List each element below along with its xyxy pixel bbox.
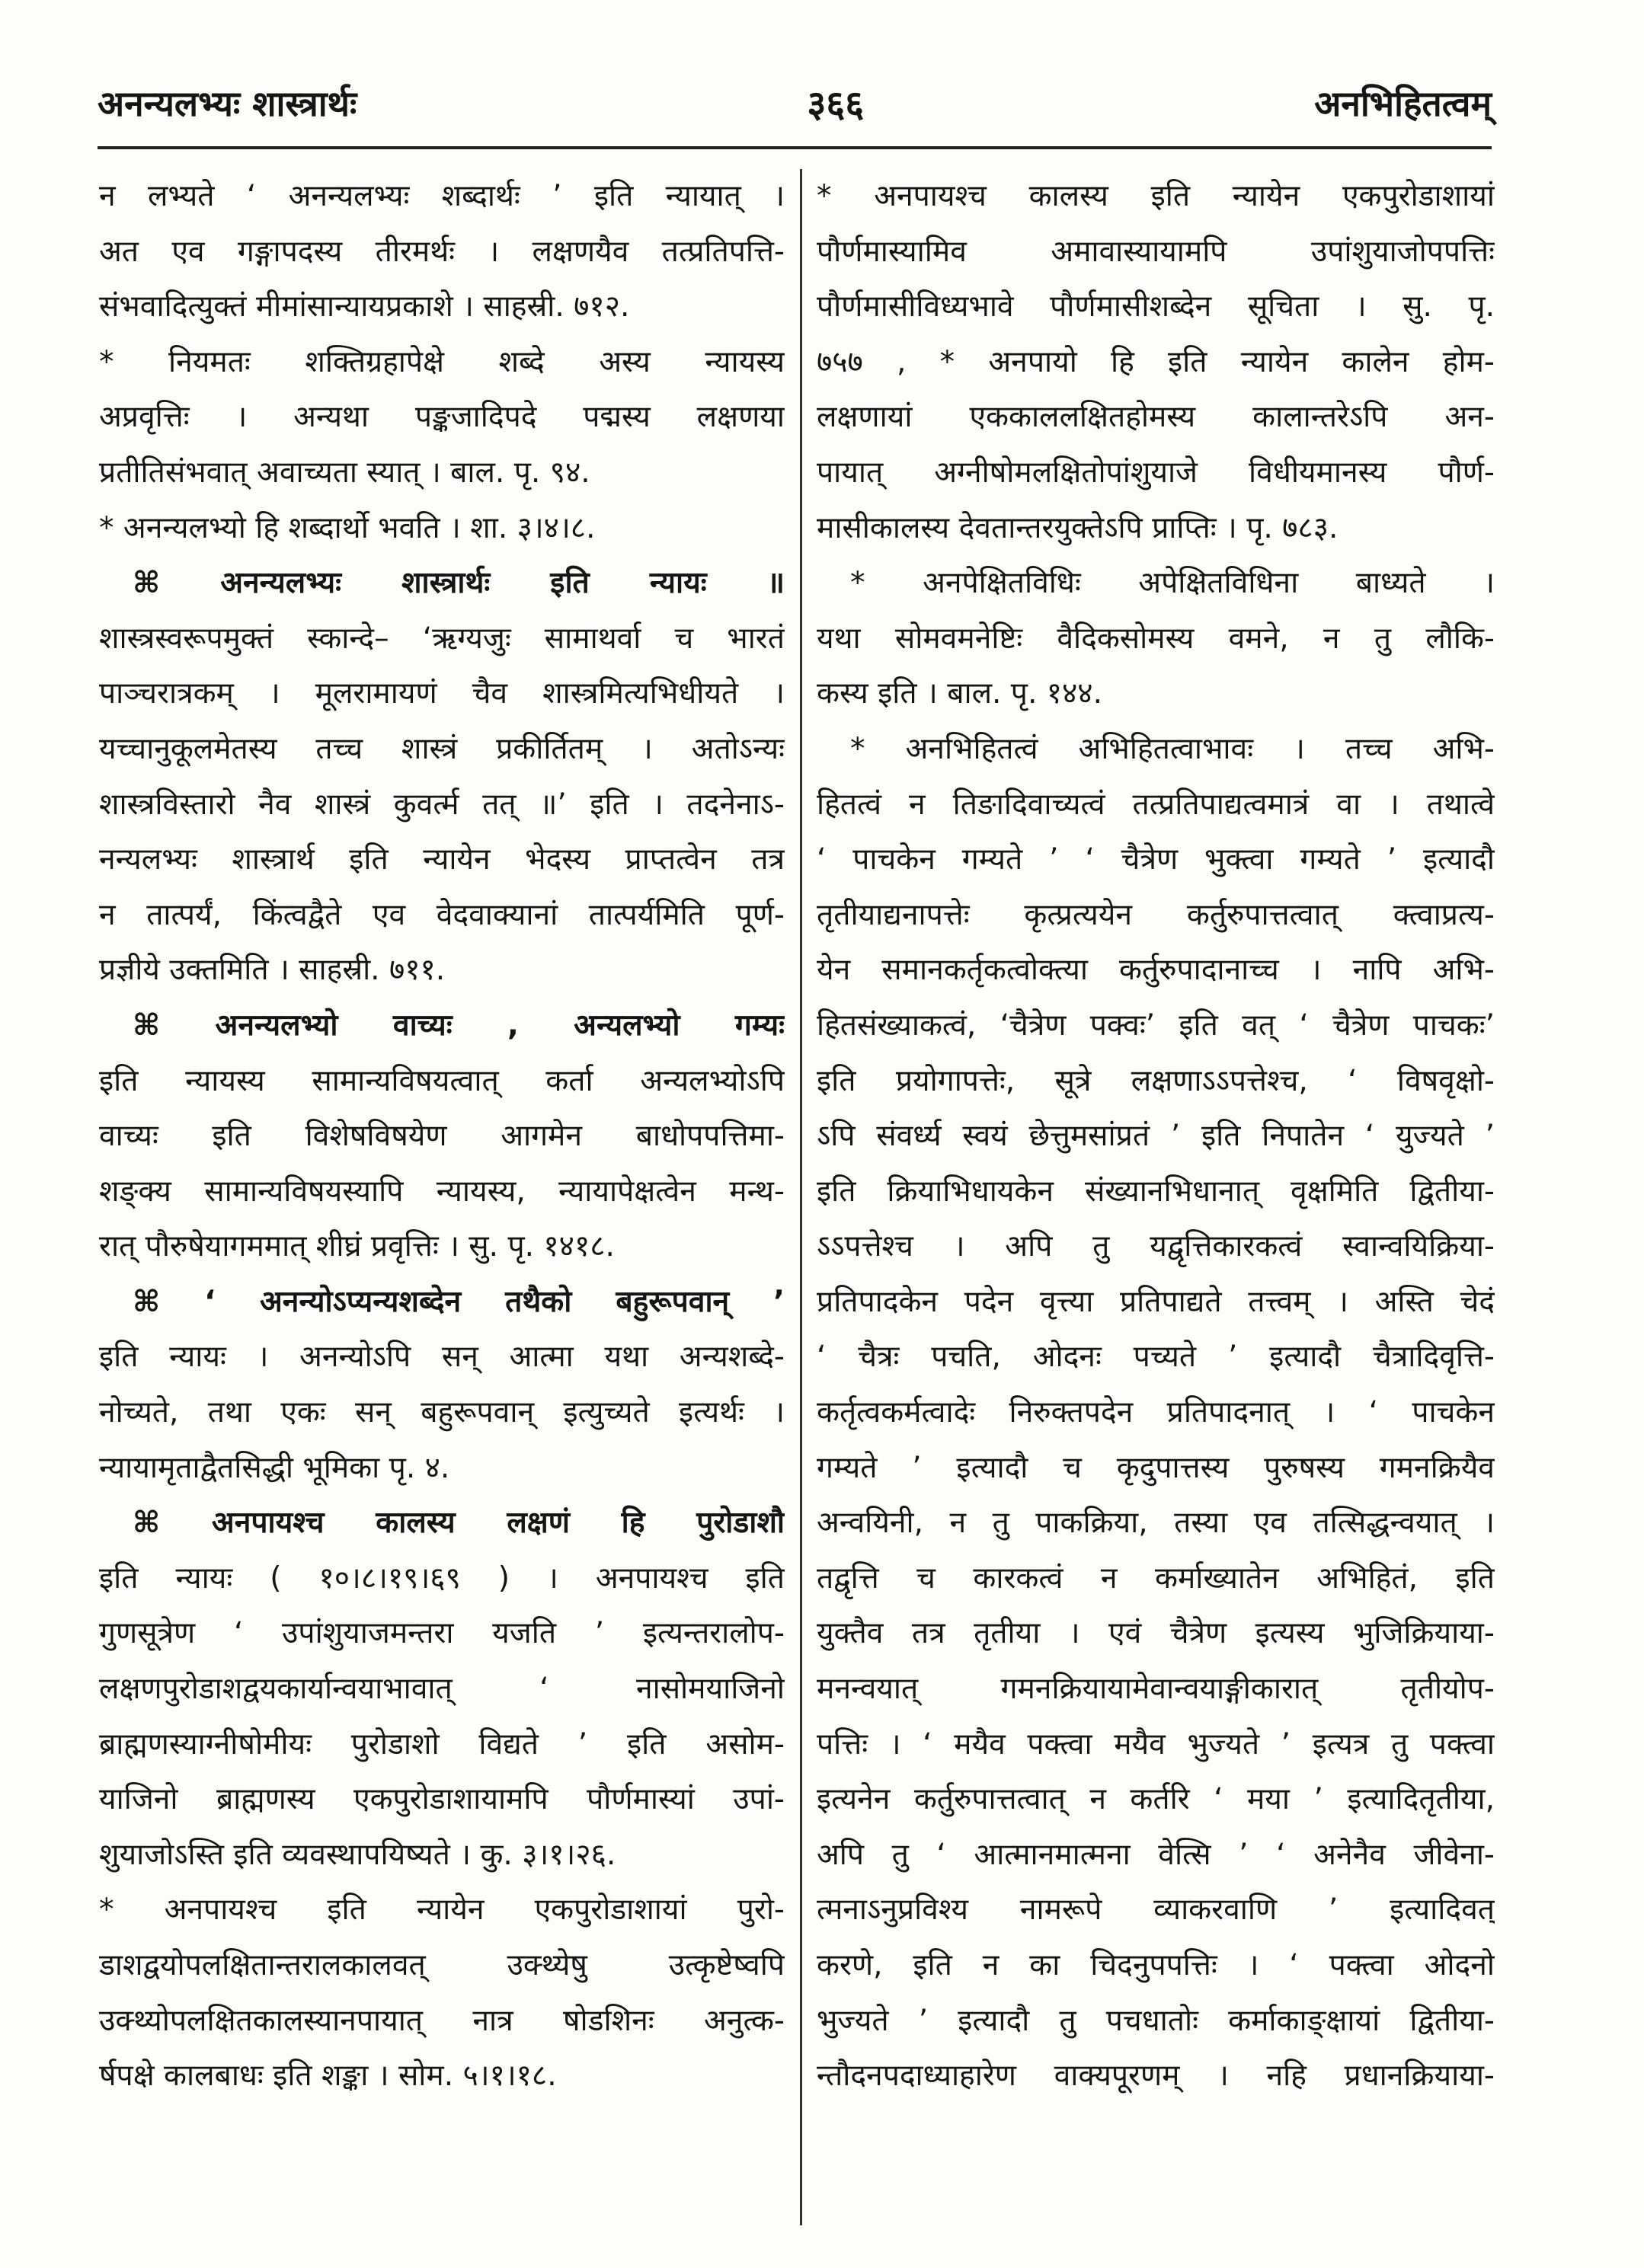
text-line: ऽऽपत्तेश्च । अपि तु यद्वृत्तिकारकत्वं स्वान्वयिक्रिया- [817,1229,1495,1264]
text-line: न्यायामृताद्वैतसिद्धी भूमिका पृ. ४. [99,1450,450,1485]
text-line: ७५७ , * अनपायो हि इति न्यायेन कालेन होम- [817,344,1495,379]
text-line: शङ्क्य सामान्यविषयस्यापि न्यायस्य, न्यायापेक्षत्वेन मन्थ- [99,1174,785,1209]
text-line: इति प्रयोगापत्तेः, सूत्रे लक्षणाऽऽपत्तेश्च, ‘ विषवृक्षो- [817,1063,1495,1098]
text-line: कस्य इति । बाल. पृ. १४४. [817,676,1102,711]
text-line: रात् पौरुषेयागममात् शीघ्रं प्रवृत्तिः । सु. पृ. १४१८. [99,1229,615,1264]
text-line: लक्षणायां एककाललक्षितहोमस्य कालान्तरेऽपि अन- [817,400,1495,435]
text-line: * अनन्यलभ्यो हि शब्दार्थो भवति । शा. ३।४।८. [99,510,596,545]
text-line: वाच्यः इति विशेषविषयेण आगमेन बाधोपपत्तिमा- [99,1119,785,1154]
text-line: नोच्यते, तथा एकः सन् बहुरूपवान् इत्युच्यते इत्यर्थः । [99,1395,785,1430]
header-rule [98,146,1492,149]
text-line: इत्यनेन कर्तुरुपात्तत्वात् न कर्तरि ‘ मया ’ इत्यादितृतीया, [817,1782,1495,1817]
text-line: प्रतिपादकेन पदेन वृत्त्या प्रतिपाद्यते तत्त्वम् । अस्ति चेदं [817,1284,1495,1319]
header-left-title: अनन्यलभ्यः शास्त्रार्थः [98,83,357,124]
text-line: पौर्णमासीविध्यभावे पौर्णमासीशब्देन सूचिता । सु. पृ. [817,289,1495,324]
text-line: ⌘ अनपायश्च कालस्य लक्षणं हि पुरोडाशौ [133,1506,785,1541]
text-line: हितत्वं न तिङादिवाच्यत्वं तत्प्रतिपाद्यत्वमात्रं वा । तथात्वे [817,787,1495,822]
text-line: ⌘ अनन्यलभ्यो वाच्यः , अन्यलभ्यो गम्यः [133,1008,785,1043]
text-line: याजिनो ब्राह्मणस्य एकपुरोडाशायामपि पौर्णमास्यां उपां- [99,1782,785,1817]
text-line: शास्त्रस्वरूपमुक्तं स्कान्दे– ‘ऋग्यजुः सामाथर्वा च भारतं [99,621,785,656]
text-line: उक्थ्योपलक्षितकालस्यानपायात् नात्र षोडशिनः अनुत्क- [99,2003,785,2038]
text-line: प्रतीतिसंभवात् अवाच्यता स्यात् । बाल. पृ. ९४. [99,455,590,490]
text-line: र्षपक्षे कालबाधः इति शङ्का । सोम. ५।१।१८. [99,2059,557,2094]
text-line: शास्त्रविस्तारो नैव शास्त्रं कुवर्त्म तत् ॥’ इति । तदनेनाऽ- [99,787,785,822]
text-line: नन्यलभ्यः शास्त्रार्थ इति न्यायेन भेदस्य प्राप्तत्वेन तत्र [99,842,785,877]
text-line: इति न्यायः ( १०।८।१९।६९ ) । अनपायश्च इति [99,1560,785,1596]
text-line: मनन्वयात् गमनक्रियायामेवान्वयाङ्गीकारात् तृतीयोप- [817,1672,1495,1707]
text-line: कर्तृत्वकर्मत्वादेः निरुक्तपदेन प्रतिपादनात् । ‘ पाचकेन [817,1395,1495,1430]
header-right-title: अनभिहितत्वम् [1314,83,1492,124]
text-line: ⌘ ‘ अनन्योऽप्यन्यशब्देन तथैको बहुरूपवान् ’ [133,1284,785,1319]
text-line: * अनपायश्च इति न्यायेन एकपुरोडाशायां पुरो- [99,1893,785,1928]
text-line: न तात्पर्यं, किंत्वद्वैते एव वेदवाक्यानां तात्पर्यमिति पूर्ण- [99,897,785,932]
text-line: तृतीयाद्यनापत्तेः कृत्प्रत्ययेन कर्तुरुपात्तत्वात् क्त्वाप्रत्य- [817,897,1495,932]
text-line: संभवादित्युक्तं मीमांसान्यायप्रकाशे । साहस्री. ७१२. [99,289,630,324]
text-line: करणे, इति न का चिदनुपपत्तिः । ‘ पक्त्वा ओदनो [817,1948,1495,1982]
text-line: अत एव गङ्गापदस्य तीरमर्थः । लक्षणयैव तत्प्रतिपत्ति- [99,234,785,269]
text-line: मासीकालस्य देवतान्तरयुक्तेऽपि प्राप्तिः । पृ. ७८३. [817,510,1339,545]
text-line: न लभ्यते ‘ अनन्यलभ्यः शब्दार्थः ’ इति न्यायात् । [99,179,785,213]
text-line: त्मनाऽनुप्रविश्य नामरूपे व्याकरवाणि ’ इत्यादिवत् [817,1893,1495,1928]
text-line: डाशद्वयोपलक्षितान्तरालकालवत् उक्थ्येषु उत्कृष्टेष्वपि [99,1948,785,1982]
text-line: न्तौदनपदाध्याहारेण वाक्यपूरणम् । नहि प्रधानक्रियाया- [817,2059,1495,2094]
text-line: ‘ चैत्रः पचति, ओदनः पच्यते ’ इत्यादौ चैत्रादिवृत्ति- [817,1340,1495,1375]
text-line: ऽपि संवर्ध्य स्वयं छेत्तुमसांप्रतं ’ इति निपातेन ‘ युज्यते ’ [817,1119,1495,1154]
right-column [817,169,1495,2225]
text-line: अप्रवृत्तिः । अन्यथा पङ्कजादिपदे पद्मस्य लक्षणया [99,400,785,435]
text-line: भुज्यते ’ इत्यादौ तु पचधातोः कर्माकाङ्क्षायां द्वितीया- [817,2003,1495,2038]
text-line: हितसंख्याकत्वं, ‘चैत्रेण पक्वः’ इति वत् ‘ चैत्रेण पाचकः’ [817,1008,1495,1043]
page-number: ३६६ [807,82,865,126]
text-line: पाञ्चरात्रकम् । मूलरामायणं चैव शास्त्रमित्यभिधीयते । [99,676,785,711]
text-line: ‘ पाचकेन गम्यते ’ ‘ चैत्रेण भुक्त्वा गम्यते ’ इत्यादौ [817,842,1495,877]
text-line: युक्तैव तत्र तृतीया । एवं चैत्रेण इत्यस्य भुजिक्रियाया- [817,1616,1495,1651]
text-line: * नियमतः शक्तिग्रहापेक्षे शब्दे अस्य न्यायस्य [99,344,785,379]
text-line: पत्तिः । ‘ मयैव पक्त्वा मयैव भुज्यते ’ इत्यत्र तु पक्त्वा [817,1727,1495,1762]
page-header [98,76,1492,129]
text-line: लक्षणपुरोडाशद्वयकार्यान्वयाभावात् ‘ नासोमयाजिनो [99,1672,785,1707]
text-line: * अनपेक्षितविधिः अपेक्षितविधिना बाध्यते । [850,566,1495,601]
text-line: पायात् अग्नीषोमलक्षितोपांशुयाजे विधीयमानस्य पौर्ण- [817,455,1495,490]
text-line: * अनपायश्च कालस्य इति न्यायेन एकपुरोडाशायां [817,179,1495,213]
text-line: यथा सोमवमनेष्टिः वैदिकसोमस्य वमने, न तु लौकि- [817,621,1495,656]
text-line: गम्यते ’ इत्यादौ च कृदुपात्तस्य पुरुषस्य गमनक्रियैव [817,1450,1495,1485]
text-line: पौर्णमास्यामिव अमावास्यायामपि उपांशुयाजोपपत्तिः [817,234,1495,269]
left-column [99,169,785,2225]
text-line: गुणसूत्रेण ‘ उपांशुयाजमन्तरा यजति ’ इत्यन्तरालोप- [99,1616,785,1651]
text-line: प्रज्ञीये उक्तमिति । साहस्री. ७११. [99,953,446,988]
text-line: इति न्यायस्य सामान्यविषयत्वात् कर्ता अन्यलभ्योऽपि [99,1063,785,1098]
text-line: * अनभिहितत्वं अभिहितत्वाभावः । तच्च अभि- [850,731,1495,766]
text-line: शुयाजोऽस्ति इति व्यवस्थापयिष्यते । कु. ३।१।२६. [99,1837,616,1872]
text-line: येन समानकर्तृकत्वोक्त्या कर्तुरुपादानाच्च । नापि अभि- [817,953,1495,988]
text-line: तद्वृत्ति च कारकत्वं न कर्माख्यातेन अभिहितं, इति [817,1560,1495,1596]
column-divider [800,169,802,2225]
text-line: अन्वयिनी, न तु पाकक्रिया, तस्या एव तत्सिद्धन्वयात् । [817,1506,1495,1541]
text-line: ⌘ अनन्यलभ्यः शास्त्रार्थः इति न्यायः ॥ [133,566,785,601]
text-line: इति क्रियाभिधायकेन संख्यानभिधानात् वृक्षमिति द्वितीया- [817,1174,1495,1209]
text-line: अपि तु ‘ आत्मानमात्मना वेत्सि ’ ‘ अनेनैव जीवेना- [817,1837,1495,1872]
text-line: इति न्यायः । अनन्योऽपि सन् आत्मा यथा अन्यशब्दे- [99,1340,785,1375]
text-line: यच्चानुकूलमेतस्य तच्च शास्त्रं प्रकीर्तितम् । अतोऽन्यः [99,731,785,766]
text-line: ब्राह्मणस्याग्नीषोमीयः पुरोडाशो विद्यते ’ इति असोम- [99,1727,785,1762]
